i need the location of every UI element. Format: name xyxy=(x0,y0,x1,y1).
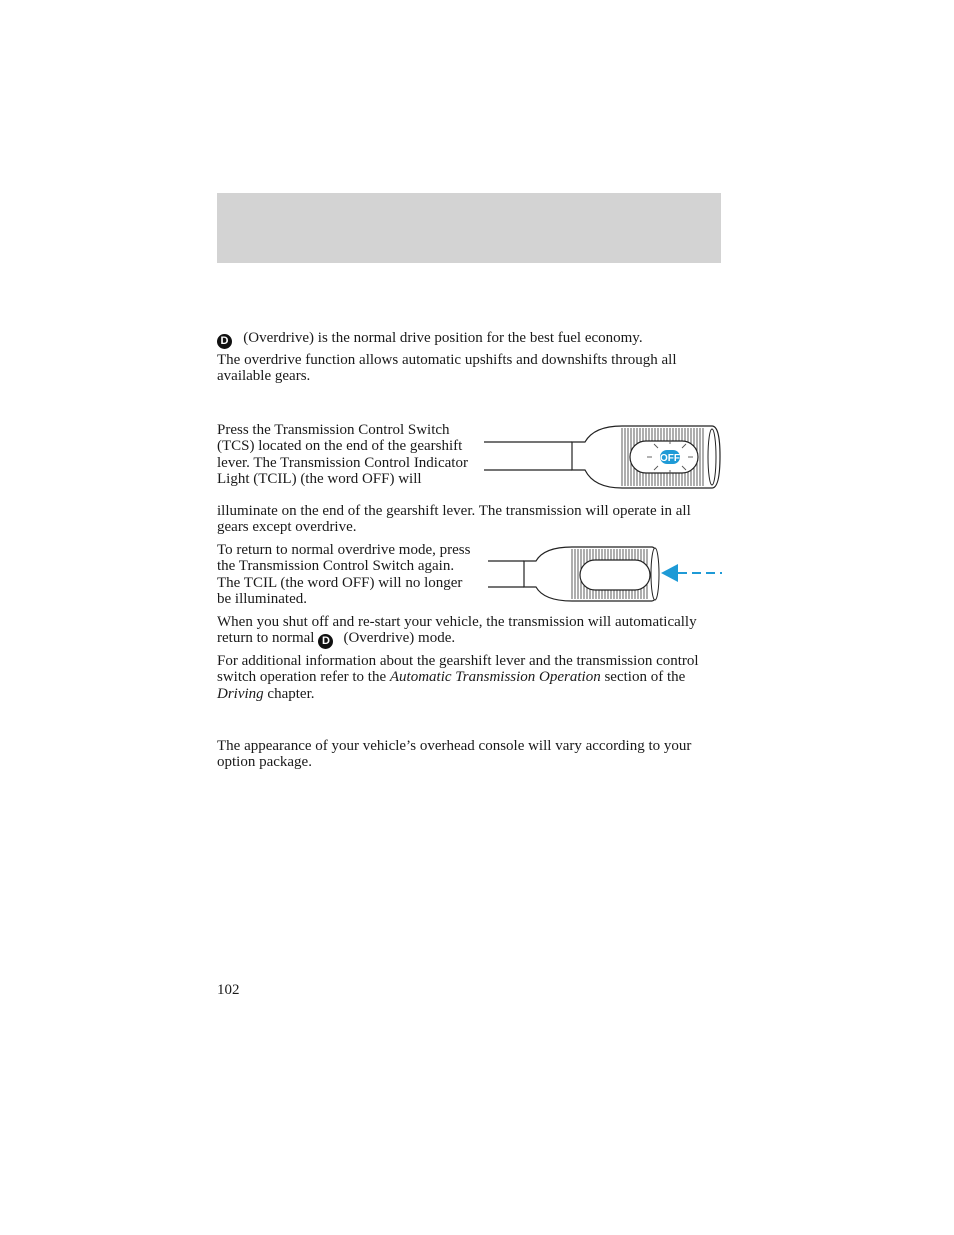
overhead-console-paragraph: The appearance of your vehicle’s overhead console will vary according to your option package. xyxy=(217,738,692,771)
overdrive-function-paragraph: The overdrive function allows automatic upshifts and downshifts through all available gears. xyxy=(217,352,677,385)
overdrive-icon-inline: D xyxy=(318,634,333,649)
info-text-b: section of the xyxy=(604,669,686,686)
shutoff-paragraph xyxy=(217,614,723,649)
overdrive-desc: (Overdrive) is the normal drive position for the best fuel economy. xyxy=(243,330,643,346)
gearshift-press-illustration xyxy=(486,543,722,605)
additional-info-paragraph xyxy=(217,653,723,702)
tcs-press-continued: illuminate on the end of the gearshift lever. The transmission will operate in all gears except overdrive. xyxy=(217,503,691,536)
info-text-a: For additional information about the gearshift lever and the transmission control switch operation refer to the xyxy=(217,653,699,686)
info-text-c: chapter. xyxy=(267,685,315,702)
shutoff-text-b: (Overdrive) mode. xyxy=(343,630,456,647)
shutoff-text-a: When you shut off and re-start your vehicle, the transmission will automatically return to normal xyxy=(217,614,697,647)
tcs-press-paragraph: Press the Transmission Control Switch (TCS) located on the end of the gearshift lever. The Transmission Control Indicator Light (TCIL) (the word OFF) will xyxy=(217,422,468,488)
tcs-return-paragraph: To return to normal overdrive mode, press the Transmission Control Switch again. The TCIL (the word OFF) will no longer be illuminated. xyxy=(217,542,471,608)
tcil-off-label: OFF xyxy=(660,453,680,464)
press-arrow-icon xyxy=(661,564,722,582)
overdrive-paragraph xyxy=(217,330,723,349)
page-number: 102 xyxy=(217,982,240,998)
info-italic-chapter-ref: Driving xyxy=(217,685,264,702)
section-header-band xyxy=(217,193,721,263)
info-italic-section-ref: Automatic Transmission Operation xyxy=(389,669,601,686)
overdrive-icon: D xyxy=(217,334,232,349)
gearshift-tcil-illustration xyxy=(482,422,722,492)
